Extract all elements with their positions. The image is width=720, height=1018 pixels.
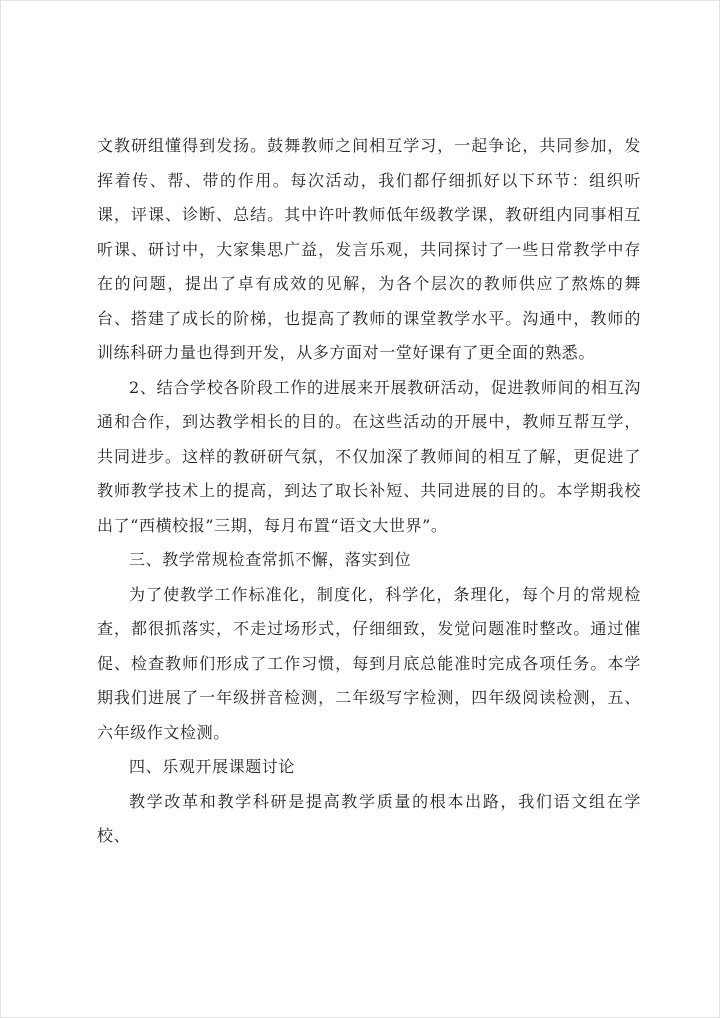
document-body: [97, 129, 641, 854]
section-heading-3: 三、教学常规检查常抓不懈，落实到位: [129, 550, 412, 569]
section-heading-4: 四、乐观开展课题讨论: [129, 757, 296, 776]
paragraph-routine-checks: 为了使教学工作标准化，制度化，科学化，条理化，每个月的常规检查，都很抓落实，不走过场形式，仔细细致，发觉问题准时整改。通过催促、检查教师们形成了工作习惯，每到月底总能准时完成各项任务。本学期我们进展了一年级拼音检测，二年级写字检测，四年级阅读检测，五、六年级作文检测。: [97, 584, 641, 742]
paragraph-research: 教学改革和教学科研是提高教学质量的根本出路，我们语文组在学校、: [97, 791, 641, 845]
paragraph-continuation: 文教研组懂得到发扬。鼓舞教师之间相互学习，一起争论，共同参加，发挥着传、帮、带的作用。每次活动，我们都仔细抓好以下环节：组织听课，评课、诊断、总结。其中许叶教师低年级教学课，教研组内同事相互听课、研讨中，大家集思广益，发言乐观，共同探讨了一些日常教学中存在的问题，提出了卓有成效的见解，为各个层次的教师供应了熬炼的舞台、搭建了成长的阶梯，也提高了教师的课堂教学水平。沟通中，教师的训练科研力量也得到开发，从多方面对一堂好课有了更全面的熟悉。: [97, 136, 641, 362]
paragraph-item-2: 2、结合学校各阶段工作的进展来开展教研活动，促进教师间的相互沟通和合作，到达教学相长的目的。在这些活动的开展中，教师互帮互学，共同进步。这样的教研研气氛，不仅加深了教师间的相互了解，更促进了教师教学技术上的提高，到达了取长补短、共同进展的目的。本学期我校出了“西横校报”三期，每月布置“语文大世界”。: [97, 377, 641, 535]
